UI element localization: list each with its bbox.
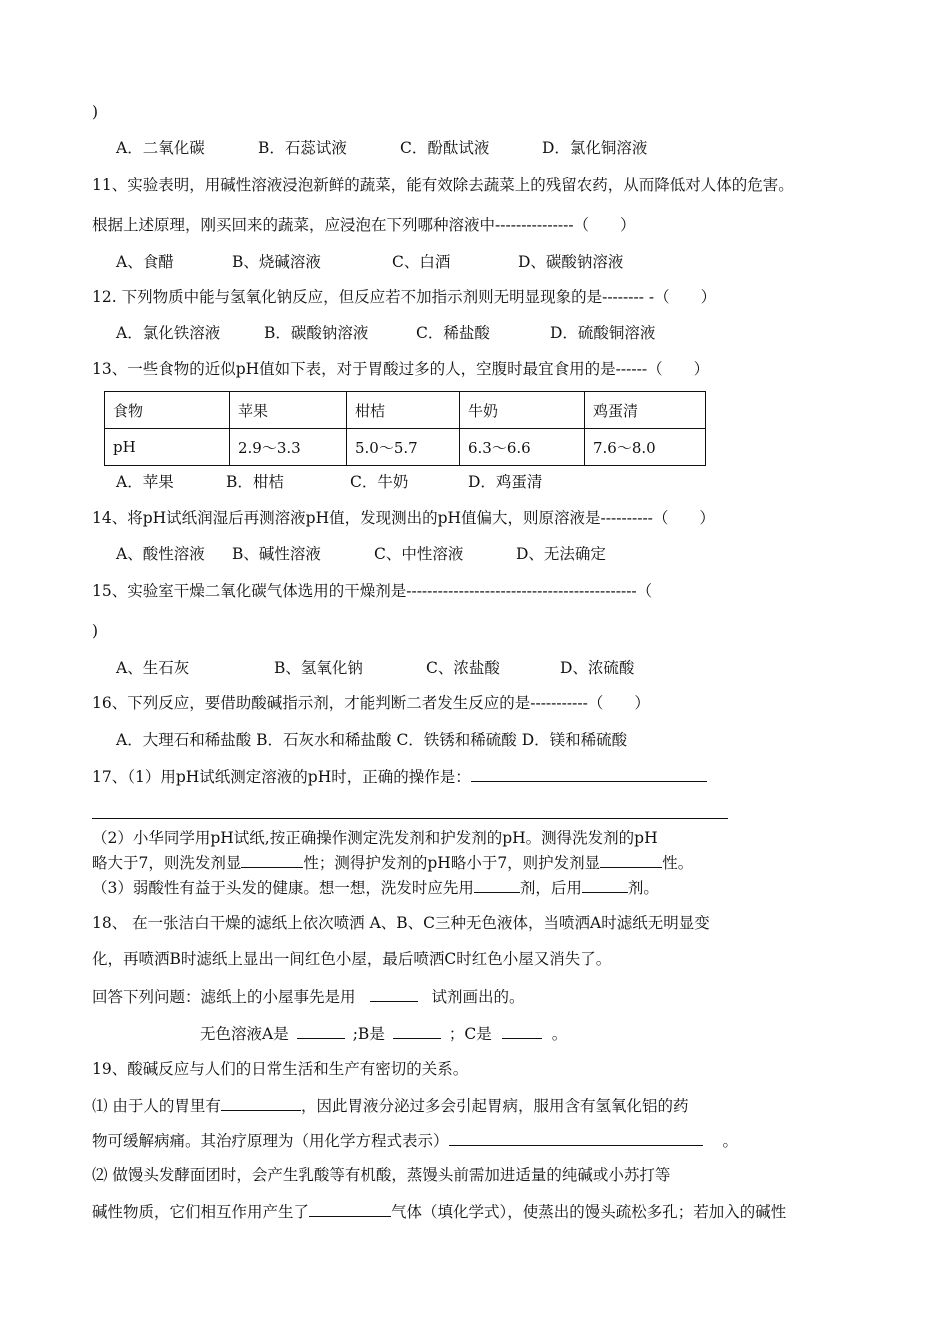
q14-option-a: A、酸性溶液 — [116, 545, 205, 563]
q17-part3-text-b: 剂，后用 — [519, 879, 582, 897]
q17-part2-line2 — [92, 852, 693, 873]
ph-table-header: 苹果 — [230, 392, 347, 429]
ph-table-cell: 2.9～3.3 — [230, 429, 347, 466]
q16-stem: 16、下列反应，要借助酸碱指示剂，才能判断二者发生反应的是-----------（ ） — [92, 694, 650, 712]
q11-option-a: A、食醋 — [116, 253, 174, 271]
q11-option-d: D、碳酸钠溶液 — [518, 253, 624, 271]
q12-option-a: A．氯化铁溶液 — [116, 324, 221, 342]
q17-part2-text-c: 性。 — [662, 854, 694, 872]
q10-tail: ) — [92, 103, 99, 121]
q18-label-a: 无色溶液A是 — [200, 1025, 289, 1043]
q19-part1-line1 — [92, 1095, 688, 1116]
q11-option-c: C、白酒 — [392, 253, 451, 271]
q15-option-b: B、氢氧化钠 — [274, 659, 363, 677]
ph-table-header-row — [105, 392, 706, 429]
q19-blank-gas[interactable] — [309, 1201, 391, 1217]
q14-stem: 14、将pH试纸润湿后再测溶液pH值，发现测出的pH值偏大，则原溶液是----------（ ） — [92, 509, 715, 527]
q15-stem: 15、实验室干燥二氧化碳气体选用的干燥剂是--------------------------------------------（ — [92, 582, 653, 600]
q15-option-c: C、浓盐酸 — [426, 659, 500, 677]
ph-table-cell: 7.6～8.0 — [585, 429, 706, 466]
q17-part2-text-b: 性；测得护发剂的pH略小于7，则护发剂显 — [303, 854, 601, 872]
q12-option-b: B．碳酸钠溶液 — [264, 324, 369, 342]
q17-part1 — [92, 766, 707, 787]
ph-table-cell: pH — [105, 429, 230, 466]
ph-table-header: 牛奶 — [460, 392, 585, 429]
q17-blank-conditioner[interactable] — [600, 852, 662, 868]
q15-option-a: A、生石灰 — [116, 659, 190, 677]
q10-option-d: D．氯化铜溶液 — [542, 139, 648, 157]
q10-option-c: C．酚酞试液 — [400, 139, 490, 157]
q17-part3-text-c: 剂。 — [627, 879, 659, 897]
q19-part1-text-c: 物可缓解病痛。其治疗原理为（用化学方程式表示） — [92, 1132, 449, 1150]
q18-label-c: ；C是 — [448, 1025, 492, 1043]
q19-part2-line2 — [92, 1201, 786, 1222]
ph-table-header: 鸡蛋清 — [585, 392, 706, 429]
ph-table-cell: 6.3～6.6 — [460, 429, 585, 466]
q11-option-b: B、烧碱溶液 — [232, 253, 321, 271]
q17-blank-first[interactable] — [474, 877, 520, 893]
q19-part1-line2 — [92, 1130, 738, 1151]
q18-question-line — [92, 986, 525, 1007]
q19-stem: 19、酸碱反应与人们的日常生活和生产有密切的关系。 — [92, 1060, 469, 1078]
q17-blank-shampoo[interactable] — [241, 852, 303, 868]
q14-option-c: C、中性溶液 — [374, 545, 464, 563]
q17-part2-text-a: 略大于7，则洗发剂显 — [92, 854, 242, 872]
q17-part2-line1: （2）小华同学用pH试纸,按正确操作测定洗发剂和护发剂的pH。测得洗发剂的pH — [92, 829, 658, 847]
q18-blank-b[interactable] — [393, 1023, 441, 1039]
q19-part2-line1: ⑵ 做馒头发酵面团时，会产生乳酸等有机酸，蒸馒头前需加进适量的纯碱或小苏打等 — [92, 1166, 671, 1184]
q12-stem: 12. 下列物质中能与氢氧化钠反应，但反应若不加指示剂则无明显现象的是-------- -（ ） — [92, 288, 717, 306]
q19-part2-text-a: 碱性物质，它们相互作用产生了 — [92, 1203, 310, 1221]
q18-answers-line — [200, 1023, 567, 1044]
ph-table-header: 柑桔 — [347, 392, 460, 429]
q18-question-text-b: 试剂画出的。 — [431, 988, 525, 1006]
q18-blank-c[interactable] — [502, 1023, 542, 1039]
q17-answer-line[interactable] — [92, 818, 728, 819]
q18-stem-line2: 化，再喷洒B时滤纸上显出一间红色小屋，最后喷洒C时红色小屋又消失了。 — [92, 950, 612, 968]
q15-option-d: D、浓硫酸 — [560, 659, 635, 677]
q19-blank-equation[interactable] — [449, 1130, 703, 1146]
q11-stem-line1: 11、实验表明，用碱性溶液浸泡新鲜的蔬菜，能有效除去蔬菜上的残留农药，从而降低对人体的危害。 — [92, 176, 794, 194]
q17-answer-blank-1[interactable] — [471, 766, 707, 782]
q12-option-c: C．稀盐酸 — [416, 324, 490, 342]
q19-part1-text-a: ⑴ 由于人的胃里有 — [92, 1097, 221, 1115]
q19-part1-text-d: 。 — [722, 1132, 739, 1150]
q15-tail: ) — [92, 622, 99, 640]
q18-blank-reagent[interactable] — [370, 986, 418, 1002]
q13-stem: 13、一些食物的近似pH值如下表，对于胃酸过多的人，空腹时最宜食用的是------（ ） — [92, 360, 710, 378]
q16-options: A．大理石和稀盐酸 B．石灰水和稀盐酸 C．铁锈和稀硫酸 D．镁和稀硫酸 — [116, 731, 628, 749]
q19-part1-text-b: ，因此胃液分泌过多会引起胃病，服用含有氢氧化铝的药 — [300, 1097, 689, 1115]
q10-option-b: B．石蕊试液 — [258, 139, 347, 157]
q13-option-d: D．鸡蛋清 — [468, 473, 543, 491]
q17-part1-text: 17、（1）用pH试纸测定溶液的pH时，正确的操作是： — [92, 768, 471, 786]
q14-option-d: D、无法确定 — [516, 545, 606, 563]
q19-blank-stomach[interactable] — [221, 1095, 301, 1111]
ph-table-row — [105, 429, 706, 466]
q17-part3 — [92, 877, 659, 898]
q19-part2-text-b: 气体（填化学式），使蒸出的馒头疏松多孔；若加入的碱性 — [391, 1203, 787, 1221]
q12-option-d: D．硫酸铜溶液 — [550, 324, 656, 342]
q14-option-b: B、碱性溶液 — [232, 545, 321, 563]
q18-question-text-a: 回答下列问题：滤纸上的小屋事先是用 — [92, 988, 356, 1006]
ph-table-cell: 5.0～5.7 — [347, 429, 460, 466]
q13-option-c: C．牛奶 — [350, 473, 409, 491]
q17-part3-text-a: （3）弱酸性有益于头发的健康。想一想，洗发时应先用 — [92, 879, 474, 897]
q18-label-end: 。 — [551, 1025, 568, 1043]
ph-table-header: 食物 — [105, 392, 230, 429]
q18-blank-a[interactable] — [297, 1023, 345, 1039]
q13-option-b: B．柑桔 — [226, 473, 284, 491]
q18-stem-line1: 18、 在一张洁白干燥的滤纸上依次喷洒 A、B、C三种无色液体，当喷洒A时滤纸无明显变 — [92, 914, 710, 932]
q18-label-b: ;B是 — [352, 1025, 385, 1043]
q10-option-a: A．二氧化碳 — [116, 139, 205, 157]
q13-option-a: A．苹果 — [116, 473, 174, 491]
q17-blank-second[interactable] — [582, 877, 628, 893]
q11-stem-line2: 根据上述原理，刚买回来的蔬菜，应浸泡在下列哪种溶液中---------------（ ） — [92, 216, 636, 234]
ph-table — [104, 391, 706, 466]
